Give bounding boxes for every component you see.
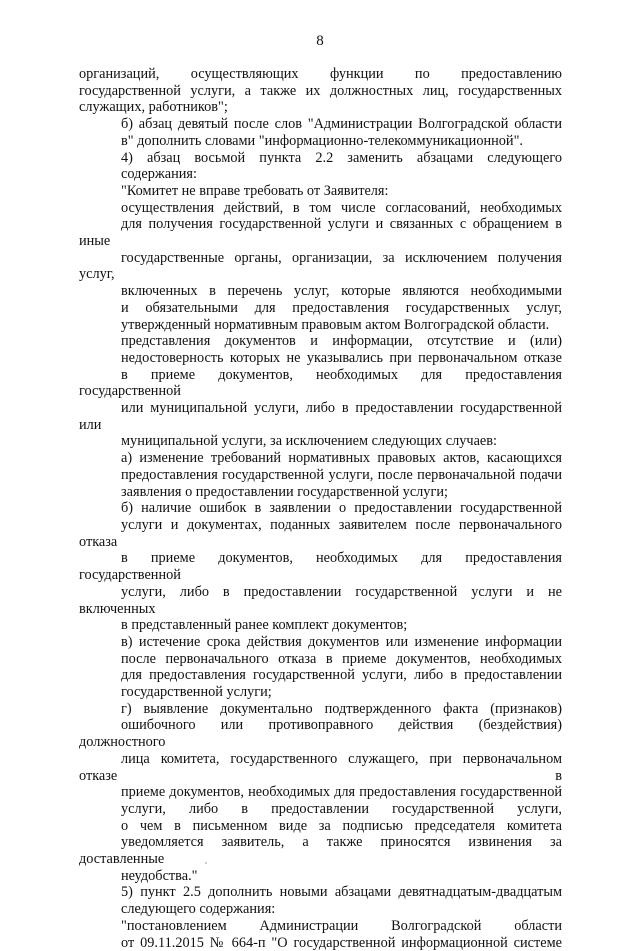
text-line: для предоставления государственной услуги, либо в предоставлении (121, 667, 562, 684)
text-line: в представленный ранее комплект документов; (121, 617, 408, 634)
text-line: услуги, либо в предоставлении государственной услуги и не включенных (79, 583, 562, 617)
text-line: осуществления действий, в том числе согласований, необходимых (121, 199, 562, 216)
paragraph-p9 (79, 701, 562, 885)
text-line: от 09.11.2015 № 664-п "О государственной информационной системе (121, 934, 562, 951)
text-line: г) выявление документально подтвержденного факта (признаков) (121, 700, 562, 717)
text-line: следующего содержания: (121, 901, 276, 918)
page-number: 8 (316, 33, 324, 49)
text-line: о чем в письменном виде за подписью председателя комитета (121, 817, 562, 834)
paragraph-p1 (79, 116, 562, 149)
paragraph-p6 (79, 450, 562, 500)
text-line: б) наличие ошибок в заявлении о предоставлении государственной (121, 500, 562, 517)
text-line: содержания: (121, 166, 197, 183)
text-line: заявления о предоставлении государственной услуги; (121, 483, 448, 500)
text-line: включенных в перечень услуг, которые являются необходимыми (121, 283, 562, 300)
text-line: б) абзац девятый после слов "Администрации Волгоградской области (121, 116, 562, 133)
text-line: 5) пункт 2.5 дополнить новыми абзацами девятнадцатым-двадцатым (121, 884, 562, 901)
text-line: 4) абзац восьмой пункта 2.2 заменить абзацами следующего (121, 149, 562, 166)
text-line: в" дополнить словами "информационно-телекоммуникационной". (121, 132, 523, 149)
text-line: в приеме документов, необходимых для предоставления государственной (79, 366, 562, 400)
text-line: служащих, работников"; (79, 99, 228, 116)
text-line: после первоначального отказа в приеме документов, необходимых (121, 650, 562, 667)
text-line: приеме документов, необходимых для предоставления государственной (121, 784, 562, 801)
document-body (79, 66, 562, 951)
text-line: государственные органы, организации, за исключением получения услуг, (79, 249, 562, 283)
text-line: для получения государственной услуги и связанных с обращением в иные (79, 216, 562, 250)
paragraph-p2 (79, 150, 562, 183)
text-line: а) изменение требований нормативных правовых актов, касающихся (121, 450, 562, 467)
text-line: недостоверность которых не указывались при первоначальном отказе (121, 349, 562, 366)
text-line: в приеме документов, необходимых для предоставления государственной (79, 550, 562, 584)
text-line: ошибочного или противоправного действия (бездействия) должностного (79, 717, 562, 751)
paragraph-p8 (79, 634, 562, 701)
scan-speck (205, 862, 207, 864)
paragraph-p4 (79, 200, 562, 334)
text-line: или муниципальной услуги, либо в предоставлении государственной или (79, 400, 562, 433)
text-line: муниципальной услуги, за исключением следующих случаев: (121, 433, 497, 450)
paragraph-p10 (79, 884, 562, 917)
text-line: организаций, осуществляющих функции по предоставлению (79, 66, 562, 82)
paragraph-p11 (79, 918, 562, 951)
text-line: государственной услуги; (121, 684, 272, 701)
text-line: в) истечение срока действия документов или изменение информации (121, 633, 562, 650)
text-line: государственной услуги, а также их должностных лиц, государственных (79, 82, 562, 99)
paragraph-p5 (79, 333, 562, 450)
text-line: услуги, либо в предоставлении государственной услуги, (121, 800, 562, 817)
text-line: "постановлением Администрации Волгоградской области (121, 917, 562, 934)
text-line: предоставления государственной услуги, после первоначальной подачи (121, 466, 562, 483)
text-line: утвержденный нормативным правовым актом Волгоградской области. (121, 316, 550, 333)
paragraph-p0 (79, 66, 562, 116)
text-line: услуги и документах, поданных заявителем после первоначального отказа (79, 516, 562, 550)
text-line: и обязательными для предоставления государственных услуг, (121, 299, 562, 316)
text-line: уведомляется заявитель, а также приносятся извинения за доставленные (79, 834, 562, 868)
text-line: "Комитет не вправе требовать от Заявителя: (121, 182, 389, 199)
text-line: представления документов и информации, отсутствие и (или) (121, 333, 562, 350)
paragraph-p7 (79, 500, 562, 634)
paragraph-p3 (79, 183, 562, 200)
text-line: лица комитета, государственного служащего, при первоначальном отказе в (79, 750, 562, 784)
text-line: неудобства." (121, 867, 198, 884)
